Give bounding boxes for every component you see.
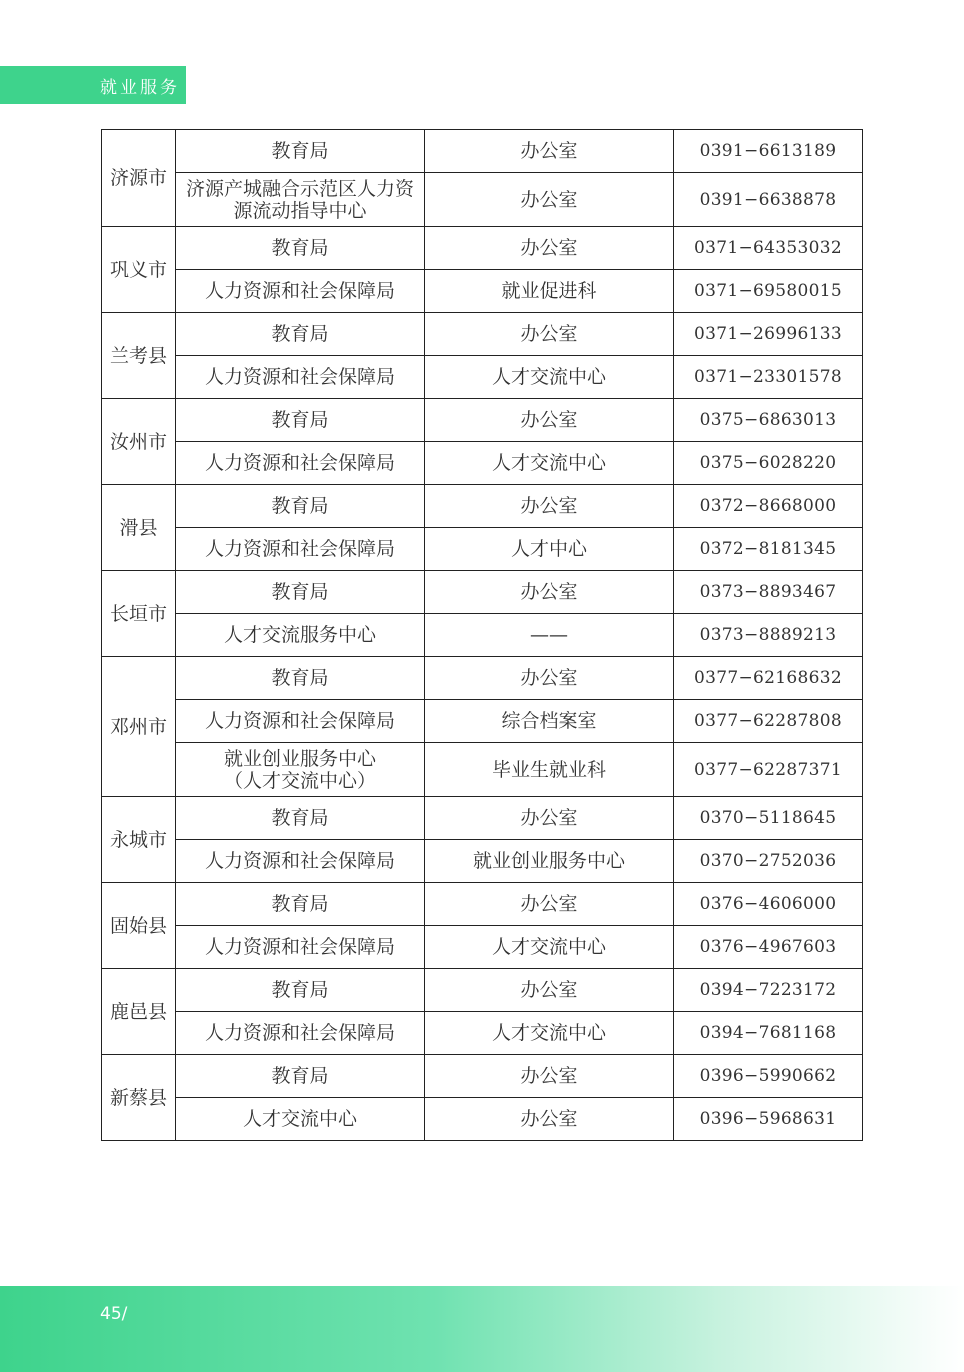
city-cell: 滑县 <box>102 485 176 571</box>
department-cell: 就业创业服务中心（人才交流中心） <box>176 743 425 797</box>
department-cell: 教育局 <box>176 571 425 614</box>
department-cell: 人力资源和社会保障局 <box>176 840 425 883</box>
table-row <box>102 883 863 926</box>
office-cell: 综合档案室 <box>425 700 674 743</box>
office-cell: 办公室 <box>425 797 674 840</box>
table-row <box>102 528 863 571</box>
footer-band <box>0 1286 964 1372</box>
department-cell: 人力资源和社会保障局 <box>176 270 425 313</box>
table-row <box>102 797 863 840</box>
phone-cell: 0370−2752036 <box>674 840 863 883</box>
table-row <box>102 356 863 399</box>
department-cell: 教育局 <box>176 130 425 173</box>
city-cell: 固始县 <box>102 883 176 969</box>
table-row <box>102 485 863 528</box>
contacts-table <box>101 129 863 1141</box>
phone-cell: 0377−62168632 <box>674 657 863 700</box>
office-cell: 就业促进科 <box>425 270 674 313</box>
table-row <box>102 926 863 969</box>
phone-cell: 0373−8889213 <box>674 614 863 657</box>
office-cell: 人才中心 <box>425 528 674 571</box>
section-title: 就业服务 <box>100 77 180 98</box>
phone-cell: 0391−6613189 <box>674 130 863 173</box>
department-cell: 人力资源和社会保障局 <box>176 1012 425 1055</box>
phone-cell: 0372−8668000 <box>674 485 863 528</box>
table-row <box>102 270 863 313</box>
department-cell: 教育局 <box>176 1055 425 1098</box>
office-cell: 办公室 <box>425 130 674 173</box>
department-cell: 教育局 <box>176 657 425 700</box>
office-cell: 人才交流中心 <box>425 442 674 485</box>
city-cell: 鹿邑县 <box>102 969 176 1055</box>
office-cell: 办公室 <box>425 657 674 700</box>
table-row <box>102 399 863 442</box>
table-row <box>102 1098 863 1141</box>
phone-cell: 0371−69580015 <box>674 270 863 313</box>
city-cell: 永城市 <box>102 797 176 883</box>
table-row <box>102 130 863 173</box>
phone-cell: 0375−6028220 <box>674 442 863 485</box>
office-cell: 办公室 <box>425 571 674 614</box>
city-cell: 巩义市 <box>102 227 176 313</box>
department-cell: 人力资源和社会保障局 <box>176 356 425 399</box>
phone-cell: 0370−5118645 <box>674 797 863 840</box>
phone-cell: 0371−23301578 <box>674 356 863 399</box>
city-cell: 济源市 <box>102 130 176 227</box>
table-row <box>102 1012 863 1055</box>
phone-cell: 0391−6638878 <box>674 173 863 227</box>
table-row <box>102 227 863 270</box>
table-row <box>102 657 863 700</box>
table-row <box>102 743 863 797</box>
city-cell: 汝州市 <box>102 399 176 485</box>
department-cell: 教育局 <box>176 399 425 442</box>
table-row <box>102 313 863 356</box>
phone-cell: 0376−4967603 <box>674 926 863 969</box>
phone-cell: 0377−62287808 <box>674 700 863 743</box>
phone-cell: 0371−64353032 <box>674 227 863 270</box>
department-cell: 教育局 <box>176 797 425 840</box>
table-row <box>102 1055 863 1098</box>
phone-cell: 0372−8181345 <box>674 528 863 571</box>
city-cell: 长垣市 <box>102 571 176 657</box>
table-row <box>102 173 863 227</box>
department-cell: 教育局 <box>176 969 425 1012</box>
department-cell: 人力资源和社会保障局 <box>176 528 425 571</box>
department-cell: 人力资源和社会保障局 <box>176 700 425 743</box>
office-cell: —— <box>425 614 674 657</box>
table-row <box>102 840 863 883</box>
phone-cell: 0376−4606000 <box>674 883 863 926</box>
department-cell: 教育局 <box>176 227 425 270</box>
office-cell: 办公室 <box>425 313 674 356</box>
office-cell: 办公室 <box>425 227 674 270</box>
office-cell: 办公室 <box>425 969 674 1012</box>
city-cell: 新蔡县 <box>102 1055 176 1141</box>
office-cell: 办公室 <box>425 173 674 227</box>
phone-cell: 0371−26996133 <box>674 313 863 356</box>
office-cell: 办公室 <box>425 485 674 528</box>
phone-cell: 0396−5990662 <box>674 1055 863 1098</box>
table-row <box>102 969 863 1012</box>
office-cell: 办公室 <box>425 399 674 442</box>
department-cell: 人力资源和社会保障局 <box>176 442 425 485</box>
department-cell: 人力资源和社会保障局 <box>176 926 425 969</box>
office-cell: 人才交流中心 <box>425 926 674 969</box>
office-cell: 毕业生就业科 <box>425 743 674 797</box>
office-cell: 办公室 <box>425 1098 674 1141</box>
office-cell: 人才交流中心 <box>425 1012 674 1055</box>
section-header-tab <box>0 66 186 104</box>
phone-cell: 0396−5968631 <box>674 1098 863 1141</box>
department-cell: 教育局 <box>176 883 425 926</box>
phone-cell: 0375−6863013 <box>674 399 863 442</box>
city-cell: 兰考县 <box>102 313 176 399</box>
phone-cell: 0394−7223172 <box>674 969 863 1012</box>
phone-cell: 0377−62287371 <box>674 743 863 797</box>
office-cell: 人才交流中心 <box>425 356 674 399</box>
office-cell: 办公室 <box>425 883 674 926</box>
table-row <box>102 700 863 743</box>
department-cell: 教育局 <box>176 485 425 528</box>
city-cell: 邓州市 <box>102 657 176 797</box>
table-row <box>102 571 863 614</box>
table-row <box>102 614 863 657</box>
department-cell: 人才交流服务中心 <box>176 614 425 657</box>
office-cell: 就业创业服务中心 <box>425 840 674 883</box>
phone-cell: 0394−7681168 <box>674 1012 863 1055</box>
department-cell: 教育局 <box>176 313 425 356</box>
phone-cell: 0373−8893467 <box>674 571 863 614</box>
table-row <box>102 442 863 485</box>
department-cell: 济源产城融合示范区人力资源流动指导中心 <box>176 173 425 227</box>
department-cell: 人才交流中心 <box>176 1098 425 1141</box>
office-cell: 办公室 <box>425 1055 674 1098</box>
page-number: 45/ <box>100 1304 128 1324</box>
